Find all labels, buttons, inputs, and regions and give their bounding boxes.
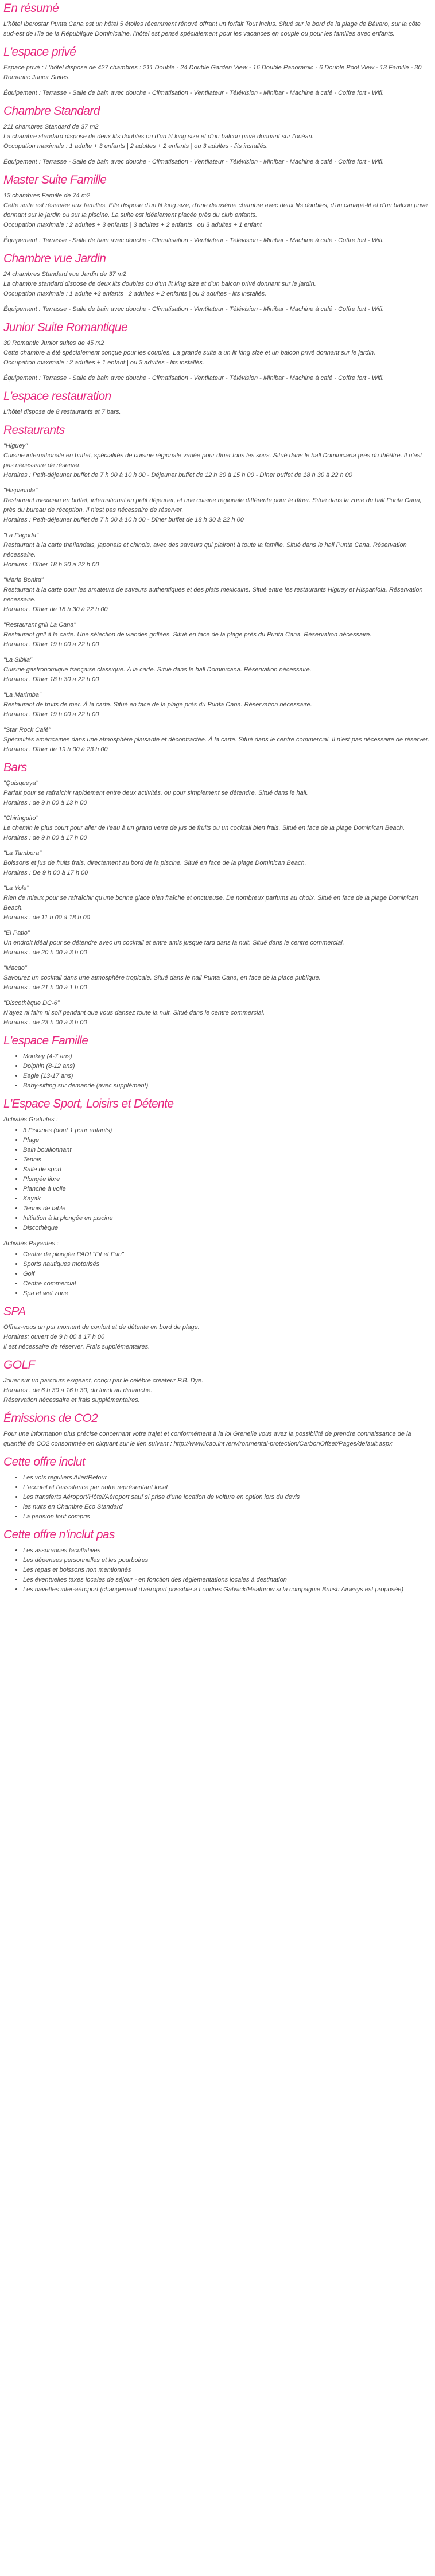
section-master-suite-famille (3, 173, 432, 246)
section-heading-master-suite-famille: Master Suite Famille (3, 173, 107, 187)
hotel-description-page (0, 1, 435, 1606)
list-item: • Tennis (23, 1155, 432, 1165)
section-heading-cette-offre-inclut: Cette offre inclut (3, 1455, 86, 1468)
section-heading-bars: Bars (3, 761, 27, 774)
list-item: • Tennis de table (23, 1204, 432, 1214)
venue-description: Restaurant à la carte thaïlandais, japonais et chinois, avec des saveurs qui plairont à toute la famille. Situé dans le hall Punta Cana. Réservation nécessaire. Horaires : Dîner 18 h 30 à 22 h 00 (3, 542, 407, 568)
paragraph: Espace privé : L'hôtel dispose de 427 chambres : 211 Double - 24 Double Garden View - 16 Double Panoramic - 6 Double Pool View - 13 Famille - 30 Romantic Junior Suites. (3, 64, 422, 81)
bullet-list (3, 1546, 432, 1595)
venue-name: "Higuey" (3, 442, 28, 449)
list-item: • Baby-sitting sur demande (avec supplément). (23, 1081, 432, 1091)
list-item: • Centre de plongée PADI "Fit et Fun" (23, 1250, 432, 1260)
venue-entry (3, 849, 432, 878)
list-item: • Initiation à la plongée en piscine (23, 1214, 432, 1223)
list-item: • Les éventuelles taxes locales de séjour - en fonction des réglementations locales à destination (23, 1575, 432, 1585)
venue-entry (3, 576, 432, 615)
venue-description: Restaurant grill à la carte. Une sélection de viandes grillées. Situé en face de la plage près du Punta Cana. Réservation nécessaire. Horaires : Dîner 19 h 00 à 22 h 00 (3, 631, 372, 648)
bullet-list (3, 1250, 432, 1299)
venue-description: Restaurant à la carte pour les amateurs de saveurs authentiques et des plats mexicains. Situé entre les restaurants Higuey et Hispaniola. Réservation nécessaire. Horaires : Dîner de 18 h 30 à 22 h 00 (3, 586, 423, 613)
venue-entry (3, 998, 432, 1028)
venue-name: "El Patio" (3, 930, 30, 937)
paragraph: Équipement : Terrasse - Salle de bain avec douche - Climatisation - Ventilateur - Télévision - Minibar - Machine à café - Coffre fort - Wifi. (3, 306, 384, 313)
venue-description: Boissons et jus de fruits frais, directement au bord de la piscine. Situé en face de la plage Dominican Beach. Horaires : De 9 h 00 à 17 h 00 (3, 860, 306, 876)
section-heading-l-espace-restauration: L'espace restauration (3, 390, 111, 403)
section-chambre-standard (3, 104, 432, 167)
paragraph: Équipement : Terrasse - Salle de bain avec douche - Climatisation - Ventilateur - Télévision - Minibar - Machine à café - Coffre fort - Wifi. (3, 375, 384, 382)
list-item: • Planche à voile (23, 1184, 432, 1194)
list-item: • Salle de sport (23, 1165, 432, 1175)
venue-name: "Hispaniola" (3, 487, 38, 494)
activity-group-label: Activités Gratuites : (3, 1116, 58, 1123)
list-item: • Dolphin (8-12 ans) (23, 1062, 432, 1071)
list-item: • Les navettes inter-aéroport (changement d'aéroport possible à Londres Gatwick/Heathrow si la compagnie British Airways est proposée) (23, 1585, 432, 1595)
paragraph: Équipement : Terrasse - Salle de bain avec douche - Climatisation - Ventilateur - Télévision - Minibar - Machine à café - Coffre fort - Wifi. (3, 90, 384, 96)
venue-name: "Star Rock Café" (3, 726, 51, 733)
list-item: • L'accueil et l'assistance par notre représentant local (23, 1483, 432, 1493)
venue-name: "La Pagoda" (3, 532, 39, 539)
list-item: • les nuits en Chambre Eco Standard (23, 1502, 432, 1512)
section-heading-cette-offre-n-inclut-pas: Cette offre n'inclut pas (3, 1528, 115, 1541)
section-bars (3, 760, 432, 1028)
list-item: • Eagle (13-17 ans) (23, 1071, 432, 1081)
venue-description: Cuisine internationale en buffet, spécialités de cuisine régionale variée pour dîner tous les soirs. Situé dans le hall Dominicana près du théâtre. Il n'est pas nécessaire de réserver. Horaires : Petit-déjeuner buffet de 7 h 00 à 10 h 00 - Déjeuner buffet de 12 h 30 à 15 h 00 - Dîner buffet de 18 h 30 à 22 h 00 (3, 452, 422, 479)
list-item: • Golf (23, 1269, 432, 1279)
venue-entry (3, 486, 432, 525)
section-heading-l-espace-famille: L'espace Famille (3, 1034, 88, 1047)
section-heading-chambre-vue-jardin: Chambre vue Jardin (3, 252, 106, 265)
venue-entry (3, 441, 432, 480)
section-spa (3, 1304, 432, 1352)
venue-description: Rien de mieux pour se rafraîchir qu'une bonne glace bien fraîche et onctueuse. De nombreux parfums au choix. Situé en face de la plage Dominican Beach. Horaires : de 11 h 00 à 18 h 00 (3, 895, 419, 921)
venue-entry (3, 725, 432, 755)
list-item: • Les vols réguliers Aller/Retour (23, 1473, 432, 1483)
section-l-espace-famille (3, 1033, 432, 1091)
venue-entry (3, 963, 432, 993)
venue-name: "Maria Bonita" (3, 577, 44, 584)
section-l-espace-sport-loisirs-et-detente (3, 1097, 432, 1299)
venue-entry (3, 884, 432, 923)
list-item: • Sports nautiques motorisés (23, 1260, 432, 1269)
venue-name: "Quisqueya" (3, 780, 38, 787)
paragraph: Offrez-vous un pur moment de confort et de détente en bord de plage. Horaires: ouvert de 9 h 00 à 17 h 00 Il est nécessaire de réserver. Frais supplémentaires. (3, 1324, 200, 1350)
venue-description: Cuisine gastronomique française classique. À la carte. Situé dans le hall Dominicana. Réservation nécessaire. Horaires : Dîner 18 h 30 à 22 h 00 (3, 666, 312, 683)
venue-description: Restaurant de fruits de mer. À la carte. Situé en face de la plage près du Punta Cana. Réservation nécessaire. Horaires : Dîner 19 h 00 à 22 h 00 (3, 701, 312, 718)
bullet-list (3, 1126, 432, 1233)
venue-name: "La Yola" (3, 885, 29, 892)
list-item: • 3 Piscines (dont 1 pour enfants) (23, 1126, 432, 1136)
list-item: • Kayak (23, 1194, 432, 1204)
bullet-list (3, 1473, 432, 1522)
section-heading-emissions-de-co2: Émissions de CO2 (3, 1412, 98, 1425)
venue-entry (3, 928, 432, 958)
section-emissions-de-co2 (3, 1411, 432, 1449)
venue-name: "Chiringuito" (3, 815, 38, 822)
bullet-list (3, 1052, 432, 1091)
section-heading-l-espace-sport-loisirs-et-detente: L'Espace Sport, Loisirs et Détente (3, 1097, 174, 1110)
venue-description: Un endroit idéal pour se détendre avec un cocktail et entre amis jusque tard dans la nuit. Situé dans le centre commercial. Horaires : de 20 h 00 à 3 h 00 (3, 939, 344, 956)
venue-name: "La Marimba" (3, 691, 41, 698)
section-l-espace-restauration (3, 389, 432, 417)
paragraph: 30 Romantic Junior suites de 45 m2 Cette chambre a été spécialement conçue pour les couples. La grande suite a un lit king size et un balcon privé donnant sur le jardin. Occupation maximale : 2 adultes + 1 enfant | ou 3 adultes - lits installés. (3, 340, 376, 366)
section-heading-en-resume: En résumé (3, 2, 59, 15)
venue-description: Le chemin le plus court pour aller de l'eau à un grand verre de jus de fruits ou un cocktail bien frais. Situé en face de la plage Dominican Beach. Horaires : de 9 h 00 à 17 h 00 (3, 825, 405, 841)
list-item: • Plongée libre (23, 1175, 432, 1184)
list-item: • Centre commercial (23, 1279, 432, 1289)
paragraph: 13 chambres Famille de 74 m2 Cette suite est réservée aux familles. Elle dispose d'un lit king size, d'une deuxième chambre avec deux lits doubles, d'un canapé-lit et d'un balcon privé donnant sur le jardin ou sur la piscine. La suite est idéalement placée près du club enfants. Occupation maximale : 2 adultes + 3 enfants | 3 adultes + 2 enfants | ou 3 adultes + 1 enfant (3, 192, 428, 228)
activity-group-label: Activités Payantes : (3, 1240, 59, 1247)
venue-entry (3, 814, 432, 843)
section-heading-restaurants: Restaurants (3, 423, 65, 437)
venue-entry (3, 531, 432, 570)
list-item: • Plage (23, 1136, 432, 1145)
venue-name: "Macao" (3, 965, 27, 972)
list-item: • Spa et wet zone (23, 1289, 432, 1299)
list-item: • Bain bouillonnant (23, 1145, 432, 1155)
paragraph: L'hôtel dispose de 8 restaurants et 7 bars. (3, 409, 121, 415)
list-item: • Les assurances facultatives (23, 1546, 432, 1556)
section-heading-chambre-standard: Chambre Standard (3, 104, 100, 118)
venue-name: "La Sibila" (3, 656, 33, 663)
section-cette-offre-inclut (3, 1455, 432, 1522)
section-l-espace-prive (3, 45, 432, 98)
section-en-resume (3, 1, 432, 39)
list-item: • La pension tout compris (23, 1512, 432, 1522)
venue-name: "La Tambora" (3, 850, 42, 857)
venue-name: "Discothèque DC-6" (3, 1000, 60, 1007)
list-item: • Discothèque (23, 1223, 432, 1233)
paragraph: L'hôtel Iberostar Punta Cana est un hôtel 5 étoiles récemment rénové offrant un forfait Tout inclus. Situé sur le bord de la plage de Bávaro, sur la côte sud-est de l'île de la République Dominicaine, l'hôtel est pensé spécialement pour les vacances en couple ou pour les familles avec enfants. (3, 21, 421, 37)
list-item: • Les transferts Aéroport/Hôtel/Aéroport sauf si prise d'une location de voiture en option lors du devis (23, 1493, 432, 1502)
venue-name: "Restaurant grill La Cana" (3, 621, 76, 628)
venue-description: Restaurant mexicain en buffet, international au petit déjeuner, et une cuisine régionale différente pour le dîner. Situé dans la zone du hall Punta Cana, près du bureau de réception. Il n'est pas nécessaire de réserver. Horaires : Petit-déjeuner buffet de 7 h 00 à 10 h 00 - Dîner buffet de 18 h 30 à 22 h 00 (3, 497, 422, 523)
venue-description: Spécialités américaines dans une atmosphère plaisante et décontractée. À la carte. Situé dans le centre commercial. Il n'est pas nécessaire de réserver. Horaires : Dîner de 19 h 00 à 23 h 00 (3, 736, 430, 753)
list-item: • Les repas et boissons non mentionnés (23, 1565, 432, 1575)
venue-entry (3, 620, 432, 650)
section-heading-spa: SPA (3, 1305, 26, 1318)
paragraph: 211 chambres Standard de 37 m2 La chambre standard dispose de deux lits doubles ou d'un lit king size et d'un balcon privé donnant sur l'océan. Occupation maximale : 1 adulte + 3 enfants | 2 adultes + 2 enfants | ou 3 adultes - lits installés. (3, 123, 314, 150)
list-item: • Les dépenses personnelles et les pourboires (23, 1556, 432, 1565)
section-restaurants (3, 423, 432, 755)
paragraph: Équipement : Terrasse - Salle de bain avec douche - Climatisation - Ventilateur - Télévision - Minibar - Machine à café - Coffre fort - Wifi. (3, 158, 384, 165)
section-junior-suite-romantique (3, 320, 432, 383)
venue-entry (3, 690, 432, 720)
section-heading-golf: GOLF (3, 1358, 35, 1371)
section-chambre-vue-jardin (3, 251, 432, 314)
section-cette-offre-n-inclut-pas (3, 1528, 432, 1595)
venue-description: Savourez un cocktail dans une atmosphère tropicale. Situé dans le hall Punta Cana, en face de la place publique. Horaires : de 21 h 00 à 1 h 00 (3, 974, 321, 991)
section-heading-junior-suite-romantique: Junior Suite Romantique (3, 321, 128, 334)
list-item: • Monkey (4-7 ans) (23, 1052, 432, 1062)
section-heading-l-espace-prive: L'espace privé (3, 45, 76, 59)
paragraph: Équipement : Terrasse - Salle de bain avec douche - Climatisation - Ventilateur - Télévision - Minibar - Machine à café - Coffre fort - Wifi. (3, 237, 384, 244)
venue-entry (3, 655, 432, 685)
section-golf (3, 1358, 432, 1405)
venue-description: Parfait pour se rafraîchir rapidement entre deux activités, ou pour simplement se détendre. Situé dans le hall. Horaires : de 9 h 00 à 13 h 00 (3, 790, 308, 806)
paragraph: 24 chambres Standard vue Jardin de 37 m2 La chambre standard dispose de deux lits doubles ou d'un lit king size et d'un balcon privé donnant sur le jardin. Occupation maximale : 1 adulte +3 enfants | 2 adultes + 2 enfants | ou 3 adultes - lits installés. (3, 271, 316, 297)
paragraph: Jouer sur un parcours exigeant, conçu par le célèbre créateur P.B. Dye. Horaires : de 6 h 30 à 16 h 30, du lundi au dimanche. Réservation nécessaire et frais supplémentaires. (3, 1377, 204, 1404)
venue-description: N'ayez ni faim ni soif pendant que vous dansez toute la nuit. Situé dans le centre commercial. Horaires : de 23 h 00 à 3 h 00 (3, 1009, 265, 1026)
venue-entry (3, 779, 432, 808)
paragraph: Pour une information plus précise concernant votre trajet et conformément à la loi Grenelle vous avez la possibilité de prendre connaissance de la quantité de CO2 consommée en cliquant sur le lien suivant : http://www.icao.int /environmental-protection/CarbonOffset/Pages/default.aspx (3, 1431, 411, 1447)
